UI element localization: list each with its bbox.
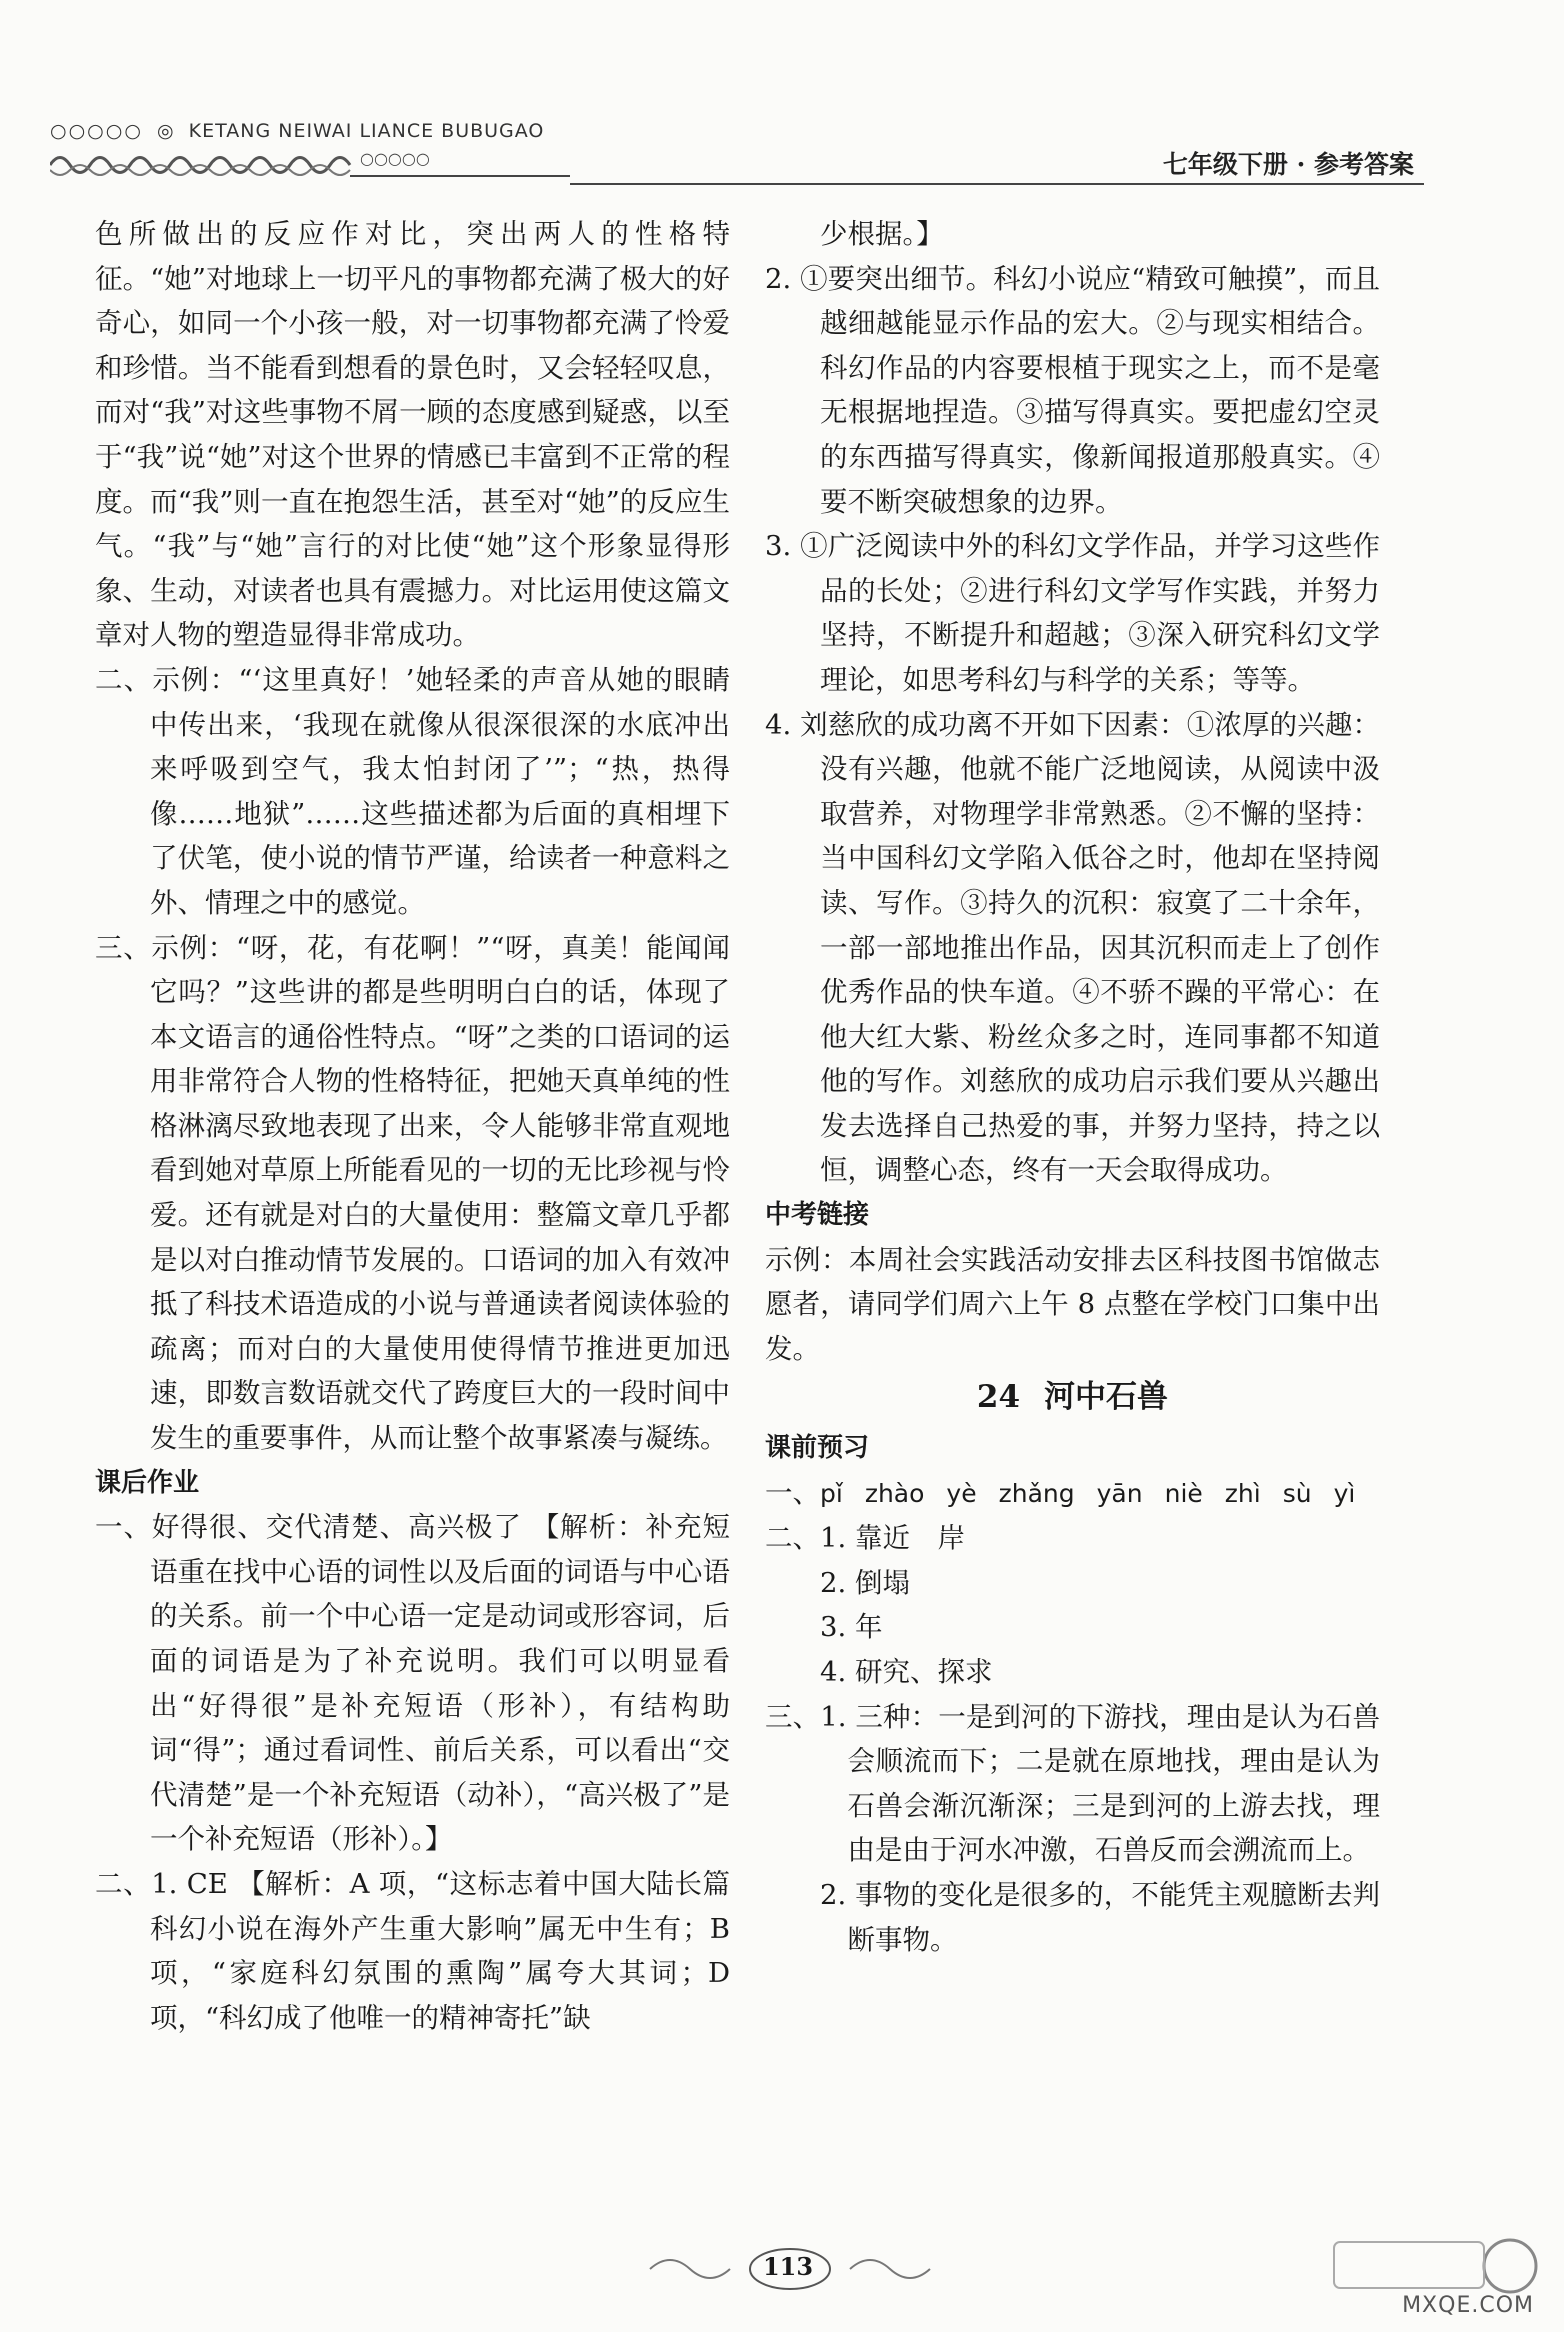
watermark-text: MXQE.COM (1402, 2293, 1534, 2318)
page-number: 113 (762, 2252, 814, 2281)
preview-answer-2-2: 2. 倒塌 (820, 1566, 910, 1599)
header-rule (570, 183, 1424, 185)
right-continuation: 少根据。】 (820, 218, 944, 250)
header-section-title: 七年级下册 · 参考答案 (1162, 150, 1414, 179)
pinyin-prefix: 一、 (765, 1476, 820, 1509)
pinyin-item: yì (1333, 1478, 1356, 1508)
left-paragraph-1: 色所做出的反应作对比，突出两人的性格特征。“她”对地球上一切平凡的事物都充满了极大的好奇心，如同一个小孩一般，对一切事物都充满了怜爱和珍惜。当不能看到想看的景色时，又会轻轻叹息，而对“我”对这些事物不屑一顾的态度感到疑惑，以至于“我”说“她”对这个世界的情感已丰富到不正常的程度。而“我”则一直在抱怨生活，甚至对“她”的反应生气。“我”与“她”言行的对比使“她”这个形象显得形象、生动，对读者也具有震撼力。对比运用使这篇文章对人物的塑造显得非常成功。 (95, 218, 730, 652)
section-exam-heading: 中考链接 (765, 1200, 870, 1231)
preview-answer-2-1 (765, 1516, 1380, 1561)
lesson-name: 河中石兽 (1044, 1379, 1169, 1416)
pinyin-item: zhì (1224, 1478, 1261, 1508)
pinyin-item: zhǎng (998, 1478, 1075, 1508)
left-answer-2: 二、示例：“‘这里真好！’她轻柔的声音从她的眼睛中传出来，‘我现在就像从很深很深的水底冲出来呼吸到空气，我太怕封闭了’”；“热，热得像……地狱”……这些描述都为后面的真相埋下了伏笔，使小说的情节严谨，给读者一种意料之外、情理之中的感觉。 (95, 663, 730, 919)
pinyin-item: pǐ (820, 1478, 843, 1508)
left-column (95, 212, 730, 2040)
page-header (0, 0, 1564, 210)
section-preview-heading: 课前预习 (765, 1433, 870, 1464)
brand-logo-icon: ◎ (149, 120, 182, 142)
preview-answer-2-3: 3. 年 (820, 1611, 883, 1644)
pinyin-item: sù (1282, 1478, 1312, 1508)
section-homework-heading: 课后作业 (95, 1467, 200, 1498)
pinyin-item: zhào (864, 1478, 925, 1508)
preview-answer-3-2: 2. 事物的变化是很多的，不能凭主观臆断去判断事物。 (820, 1878, 1380, 1956)
pinyin-item: yè (946, 1478, 977, 1508)
pinyin-item: niè (1164, 1478, 1203, 1508)
pinyin-list (820, 1479, 1377, 1508)
right-column (765, 212, 1380, 1962)
header-dots-right: ○○○○○ (360, 150, 430, 168)
preview-answer-2-4: 4. 研究、探求 (820, 1656, 993, 1688)
q2-item-1: 1. 靠近 岸 (820, 1522, 965, 1555)
lesson-title (765, 1375, 1380, 1420)
homework-answer-2-2: 2. ①要突出细节。科幻小说应“精致可触摸”，而且越细越能显示作品的宏大。②与现实相结合。科幻作品的内容要根植于现实之上，而不是毫无根据地捏造。③描写得真实。要把虚幻空灵的东西描写得真实，像新闻报道那般真实。④要不断突破想象的边界。 (765, 262, 1380, 518)
q2-prefix: 二、 (765, 1522, 820, 1555)
left-answer-3: 三、示例：“呀，花，有花啊！”“呀，真美！能闻闻它吗？”这些讲的都是些明明白白的话，体现了本文语言的通俗性特点。“呀”之类的口语词的运用非常符合人物的性格特征，把她天真单纯的性格淋漓尽致地表现了出来，令人能够非常直观地看到她对草原上所能看见的一切的无比珍视与怜爱。还有就是对白的大量使用：整篇文章几乎都是以对白推动情节发展的。口语词的加入有效冲抵了科技术语造成的小说与普通读者阅读体验的疏离；而对白的大量使用使得情节推进更加迅速，即数言数语就交代了跨度巨大的一段时间中发生的重要事件，从而让整个故事紧凑与凝练。 (95, 931, 730, 1455)
homework-answer-2-4: 4. 刘慈欣的成功离不开如下因素：①浓厚的兴趣：没有兴趣，他就不能广泛地阅读，从阅读中汲取营养，对物理学非常熟悉。②不懈的坚持：当中国科幻文学陷入低谷之时，他却在坚持阅读、写作。③持久的沉积：寂寞了二十余年，一部一部地推出作品，因其沉积而走上了创作优秀作品的快车道。④不骄不躁的平常心：在他大红大紫、粉丝众多之时，连同事都不知道他的写作。刘慈欣的成功启示我们要从兴趣出发去选择自己热爱的事，并努力坚持，持之以恒，调整心态，终有一天会取得成功。 (765, 708, 1380, 1187)
homework-answer-2-1: 二、1. CE 【解析：A 项，“这标志着中国大陆长篇科幻小说在海外产生重大影响”属无中生有；B 项，“家庭科幻氛围的熏陶”属夸大其词；D 项，“科幻成了他唯一的精神寄托”缺 (95, 1867, 730, 2034)
header-brand-text: KETANG NEIWAI LIANCE BUBUGAO (188, 120, 545, 142)
homework-answer-1: 一、好得很、交代清楚、高兴极了 【解析：补充短语重在找中心语的词性以及后面的词语与中心语的关系。前一个中心语一定是动词或形容词，后面的词语是为了补充说明。我们可以明显看出“好得很”是补充短语（形补），有结构助词“得”；通过看词性、前后关系，可以看出“交代清楚”是一个补充短语（动补），“高兴极了”是一个补充短语（形补）。】 (95, 1511, 730, 1856)
pinyin-item: yān (1096, 1478, 1143, 1508)
preview-pinyin-answer (765, 1471, 1380, 1517)
exam-answer: 示例：本周社会实践活动安排去区科技图书馆做志愿者，请同学们周六上午 8 点整在学校门口集中出发。 (765, 1243, 1380, 1365)
header-ornament (50, 150, 570, 180)
preview-answer-3-1: 三、1. 三种：一是到河的下游找，理由是认为石兽会顺流而下；二是就在原地找，理由是认为石兽会渐沉渐深；三是到河的上游去找，理由是由于河水冲激，石兽反而会溯流而上。 (765, 1700, 1380, 1867)
homework-answer-2-3: 3. ①广泛阅读中外的科幻文学作品，并学习这些作品的长处；②进行科幻文学写作实践，并努力坚持，不断提升和超越；③深入研究科幻文学理论，如思考科幻与科学的关系；等等。 (765, 530, 1380, 696)
header-brand (50, 120, 544, 142)
lesson-number: 24 (976, 1379, 1021, 1416)
header-dots-left: ○○○○○ (50, 120, 143, 142)
